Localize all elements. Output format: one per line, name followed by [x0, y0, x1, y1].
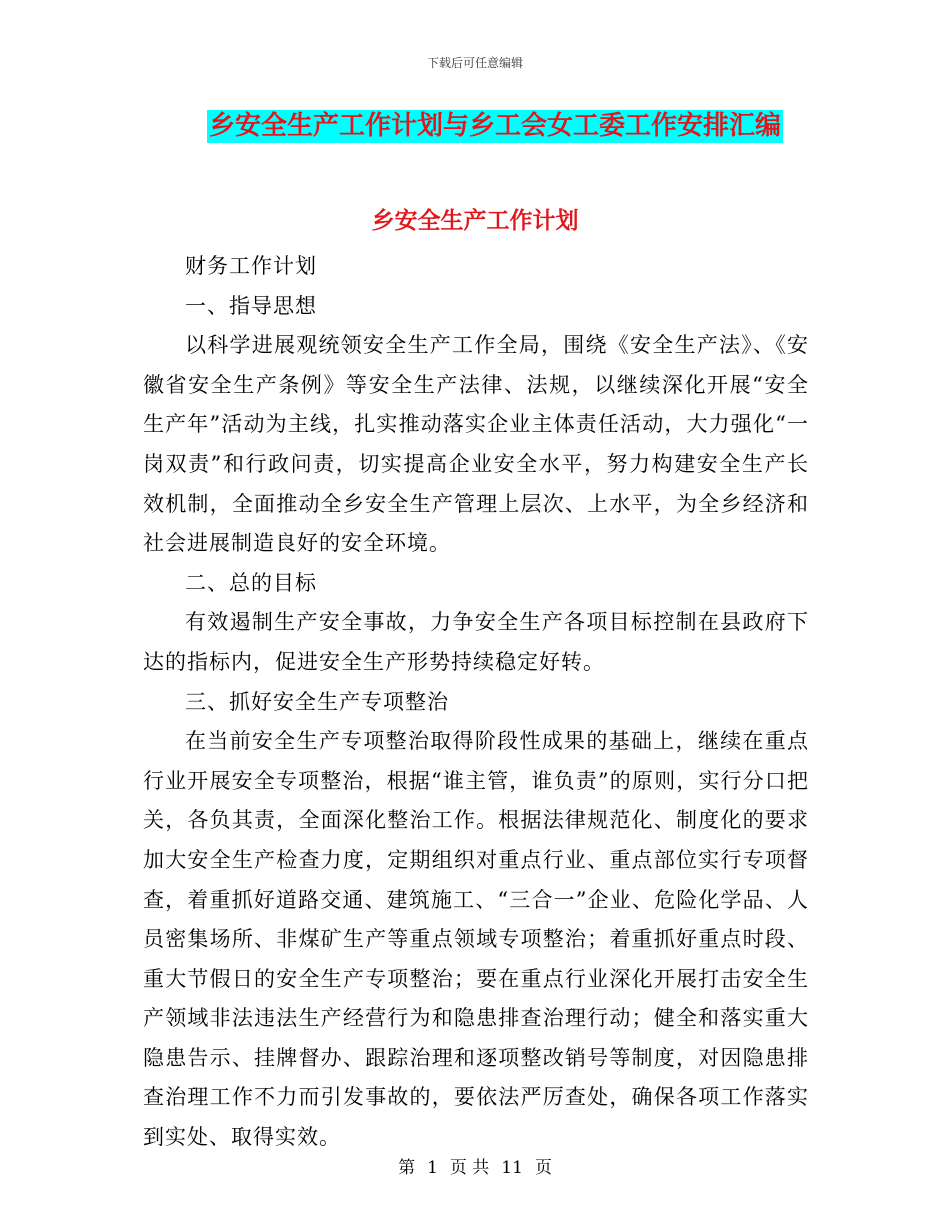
section-title: 乡安全生产工作计划 [371, 208, 579, 234]
paragraph: 以科学进展观统领安全生产工作全局，围绕《安全生产法》、《安徽省安全生产条例》等安全生产法律、法规，以继续深化开展“安全生产年”活动为主线，扎实推动落实企业主体责任活动，大力强化“一岗双责”和行政问责，切实提高企业安全水平，努力构建安全生产长效机制，全面推动全乡安全生产管理上层次、上水平，为全乡经济和社会进展制造良好的安全环境。 [143, 333, 809, 556]
document-title: 乡安全生产工作计划与乡工会女工委工作安排汇编 [209, 111, 782, 141]
paragraph: 二、总的目标 [185, 570, 317, 595]
footer-middle: 页 共 [449, 1158, 490, 1178]
paragraph: 三、抓好安全生产专项整治 [185, 689, 449, 714]
footer-total-pages: 11 [501, 1158, 523, 1178]
footer-suffix: 页 [534, 1158, 552, 1178]
paragraph: 有效遏制生产安全事故，力争安全生产各项目标控制在县政府下达的指标内，促进安全生产形势持续稳定好转。 [143, 610, 809, 674]
paragraph: 一、指导思想 [185, 293, 317, 318]
footer-prefix: 第 [398, 1158, 416, 1178]
document-body [143, 247, 809, 1158]
paragraph: 财务工作计划 [185, 254, 317, 278]
paragraph: 在当前安全生产专项整治取得阶段性成果的基础上，继续在重点行业开展安全专项整治，根据“谁主管，谁负责”的原则，实行分口把关，各负其责，全面深化整治工作。根据法律规范化、制度化的要求加大安全生产检查力度，定期组织对重点行业、重点部位实行专项督查，着重抓好道路交通、建筑施工、“三合一”企业、危险化学品、人员密集场所、非煤矿生产等重点领域专项整治；着重抓好重点时段、重大节假日的安全生产专项整治；要在重点行业深化开展打击安全生产领域非法违法生产经营行为和隐患排查治理行动；健全和落实重大隐患告示、挂牌督办、跟踪治理和逐项整改销号等制度，对因隐患排查治理工作不力而引发事故的，要依法严厉查处，确保各项工作落实到实处、取得实效。 [143, 729, 809, 1150]
footer-page-number: 1 [427, 1158, 438, 1178]
header-note: 下载后可任意编辑 [426, 56, 523, 70]
page-footer [0, 1153, 950, 1178]
